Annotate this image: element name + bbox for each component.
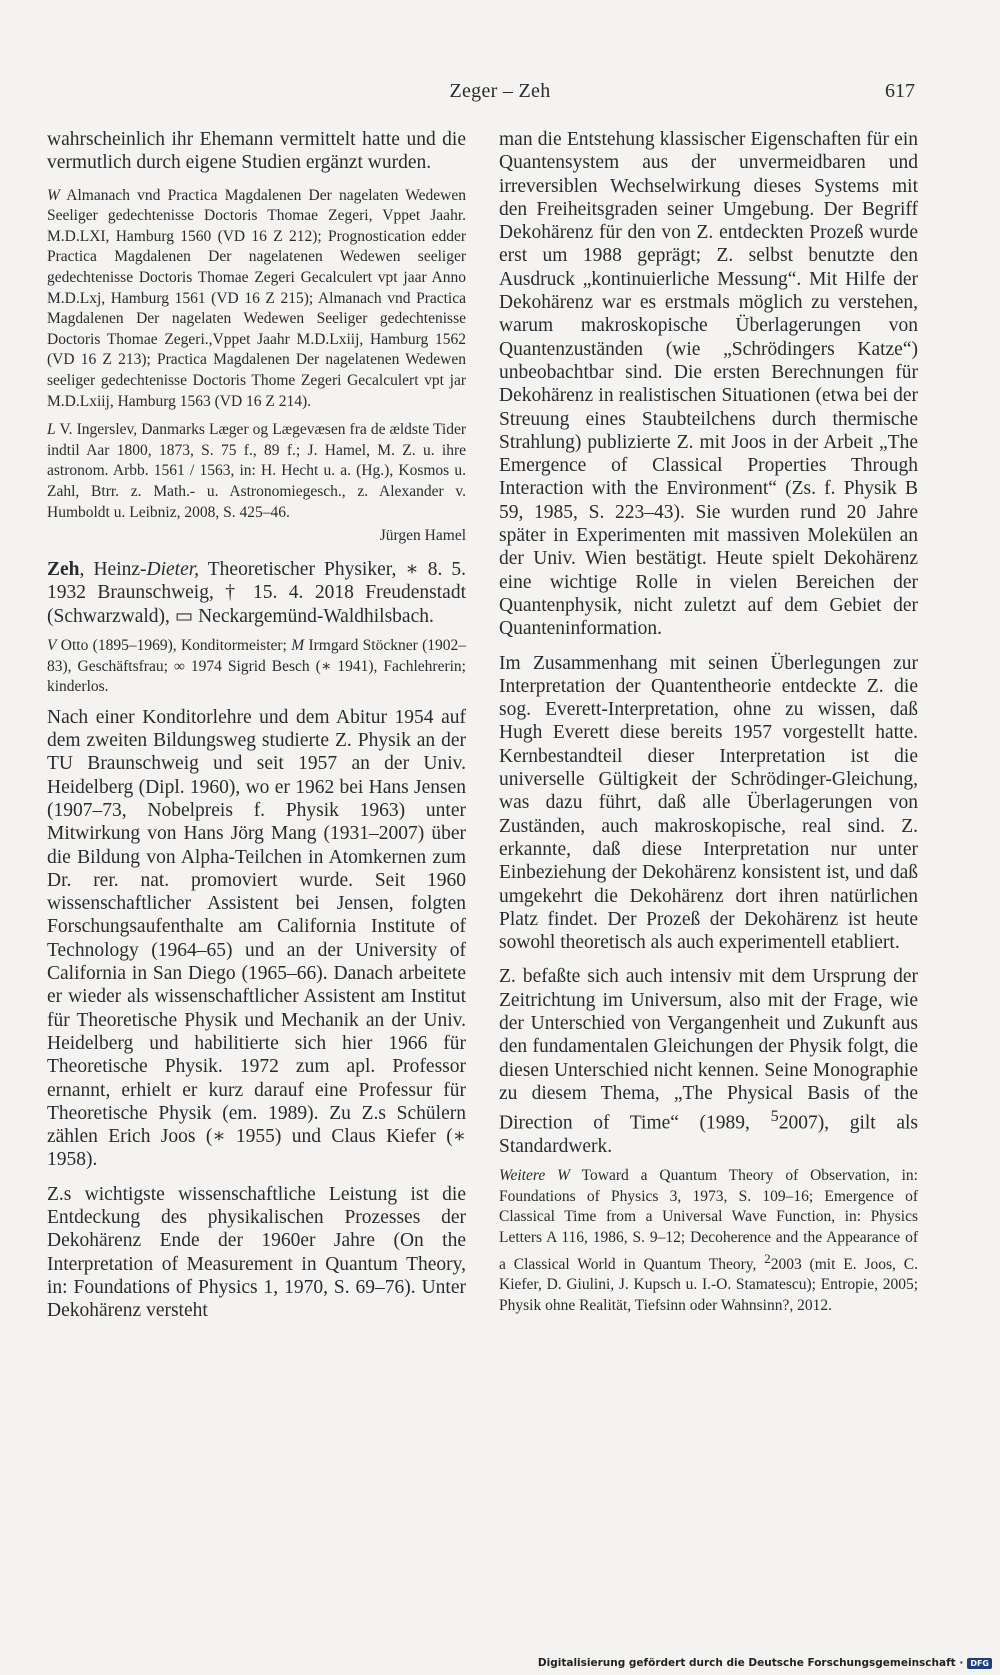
para5-superscript: 5 — [770, 1107, 779, 1126]
family-m-text: Irmgard Stöckner (1902–83), Geschäftsfrau; ∞ 1974 Sigrid Besch (∗ 1941), Fachlehrerin; kinderlos. — [47, 636, 467, 696]
footer-text: Digitalisierung gefördert durch die Deutsche Forschungsgemeinschaft · — [537, 1657, 964, 1669]
family-info — [47, 636, 466, 698]
family-v-text: Otto (1895–1969), Konditormeister; — [60, 636, 287, 654]
works-text: Almanach vnd Practica Magdalenen Der nagelaten Wedewen Seeliger gedechtenisse Doctoris Thomae Zegeri, Vppet Jaahr. M.D.LXI, Hamburg 1560 (VD 16 Z 212); Prognostication edder Practica Magdalenen Der nagelatenen Wedewen seeliger gedechtenisse Doctoris Thomae Zegeri Gecalculert vpt jaar Anno M.D.Lxj, Hamburg 1561 (VD 16 Z 215); Almanach vnd Practica Magdalenen Der nagelaten Wedewen Seeliger gedechtenisse Doctoris Thomae Zegeri.,Vppet Jaahr M.D.Lxiij, Hamburg 1562 (VD 16 Z 213); Practica Magdalenen Der nagelatenen Wedewen seeliger gedechtenisse Doctoris Thome Zegeri Gecalculert vpt jar M.D.Lxiij, Hamburg 1563 (VD 16 Z 214). — [47, 186, 466, 410]
entry-heading: Zeh, Heinz-Dieter, Theoretischer Physiker, ∗ 8. 5. 1932 Braunschweig, † 15. 4. 2018 Freudenstadt (Schwarzwald), ▭ Neckargemünd-Waldhilsbach. — [47, 559, 466, 627]
left-column — [47, 128, 466, 1322]
further-works-list — [499, 1166, 918, 1316]
family-m-label: M — [291, 636, 305, 654]
entry-name: Zeh — [47, 559, 80, 581]
entry-details: Theoretischer Physiker, ∗ 8. 5. 1932 Braunschweig, † 15. 4. 2018 Freudenstadt (Schwarzwald), ▭ Neckargemünd-Waldhilsbach. — [47, 559, 466, 627]
para5-text-b: 2007), gilt als Standardwerk. — [499, 1112, 918, 1157]
further-works-superscript: 2 — [764, 1250, 771, 1266]
digitization-footer — [538, 1657, 992, 1669]
literature-list — [47, 420, 466, 523]
further-works-text-a: Toward a Quantum Theory of Observation, in: Foundations of Physics 3, 1973, S. 109–16; Emergence of Classical Time from a Universal Wave Function, in: Physics Letters A 116, 1986, S. 9–12; Decoherence and the Appearance of a Classical World in Quantum Theory, — [499, 1167, 918, 1273]
intro-paragraph: wahrscheinlich ihr Ehemann vermittelt hatte und die vermutlich durch eigene Studien ergänzt wurden. — [47, 129, 466, 174]
author-signature: Jürgen Hamel — [379, 527, 466, 545]
biography-paragraph-3: man die Entstehung klassischer Eigenschaften für ein Quantensystem aus der unvermeidbaren und irreversiblen Wechselwirkung dieses Systems mit den Freiheitsgraden seiner Umgebung. Der Begriff Dekohärenz für den von Z. entdeckten Prozeß wurde erst um 1988 geprägt; Z. selbst benutzte den Ausdruck „kontinuierliche Messung“. Mit Hilfe der Dekohärenz war es erstmals möglich zu verstehen, warum makroskopische Überlagerungen von Quantenzuständen (wie „Schrödingers Katze“) unbeobachtbar sind. Die ersten Berechnungen für Dekohärenz in realistischen Situationen (etwa bei der Streuung eines Staubteilchens durch thermische Strahlung) publizierte Z. mit Joos in der Arbeit „The Emergence of Classical Properties Through Interaction with the Environment“ (Zs. f. Physik B 59, 1985, S. 223–43). Sie wurden rund 20 Jahre später in Experimenten mit massiven Molekülen an der Univ. Wien bestätigt. Heute spielt Dekohärenz eine wichtige Rolle in vielen Bereichen der Quantenphysik, nicht zuletzt auf dem Gebiet der Quanteninformation. — [499, 129, 918, 640]
page-number: 617 — [885, 80, 915, 102]
further-works-label: Weitere W — [499, 1167, 570, 1185]
biography-paragraph-4: Im Zusammenhang mit seinen Überlegungen zur Interpretation der Quantentheorie entdeckte Z. die sog. Everett-Interpretation, ohne zu wissen, daß Hugh Everett diese bereits 1957 vorgestellt hatte. Kernbestandteil dieser Interpretation ist die universelle Gültigkeit der Schrödinger-Gleichung, was dazu führt, daß alle Überlagerungen von Zuständen, auch makroskopische, real sind. Z. erkannte, daß diese Interpretation nur unter Einbeziehung der Dekohärenz konsistent ist, und daß umgekehrt die Dekohärenz dort ihren natürlichen Platz findet. Der Prozeß der Dekohärenz ist heute sowohl theoretisch als auch experimentell etabliert. — [499, 652, 918, 954]
entry-given-plain: Heinz- — [93, 559, 147, 581]
literature-label: L — [47, 421, 56, 439]
works-label: W — [47, 186, 60, 204]
literature-text: V. Ingerslev, Danmarks Læger og Lægevæsen fra de ældste Tider indtil Aar 1800, 1873, S. 75 f., 89 f.; J. Hamel, M. Z. u. ihre astronom. Arbb. 1561 / 1563, in: H. Hecht u. a. (Hg.), Kosmos u. Zahl, Btrr. z. Math.- u. Astronomiegesch., z. Alexander v. Humboldt u. Leibniz, 2008, S. 425–46. — [47, 421, 466, 521]
right-column — [499, 128, 918, 1317]
entry-given-italic: Dieter, — [146, 559, 200, 581]
biography-paragraph-5 — [499, 965, 918, 1158]
biography-paragraph-2: Z.s wichtigste wissenschaftliche Leistung ist die Entdeckung des physikalischen Prozesses der Dekohärenz Ende der 1960er Jahre (On the Interpretation of Measurement in Quantum Theory, in: Foundations of Physics 1, 1970, S. 69–76). Unter Dekohärenz versteht — [47, 1183, 466, 1322]
dfg-logo-icon: DFG — [967, 1658, 992, 1669]
biography-paragraph-1: Nach einer Konditorlehre und dem Abitur 1954 auf dem zweiten Bildungsweg studierte Z. Physik an der TU Braunschweig und seit 1957 an der Univ. Heidelberg (Dipl. 1960), wo er 1962 bei Hans Jensen (1907–73, Nobelpreis f. Physik 1963) unter Mitwirkung von Hans Jörg Mang (1931–2007) über die Bildung von Alpha-Teilchen in Atomkernen zum Dr. rer. nat. promoviert wurde. Seit 1960 wissenschaftlicher Assistent bei Jensen, folgten Forschungsaufenthalte am California Institute of Technology (1964–65) und an der University of California in San Diego (1965–66). Danach arbeitete er wieder als wissenschaftlicher Assistent am Institut für Theoretische Physik und Mechanik an der Univ. Heidelberg und habilitierte sich hier 1966 für Theoretische Physik. 1972 zum apl. Professor ernannt, erhielt er kurz darauf eine Professur für Theoretische Physik (em. 1989). Zu Z.s Schülern zählen Erich Joos (∗ 1955) und Claus Kiefer (∗ 1958). — [47, 706, 466, 1171]
works-list — [47, 186, 466, 413]
family-v-label: V — [47, 636, 57, 654]
further-works-text-b: 2003 (mit E. Joos, C. Kiefer, D. Giulini, J. Kupsch u. I.-O. Stamatescu); Entropie, 2005; Physik ohne Realität, Tiefsinn oder Wahnsinn?, 2012. — [499, 1255, 918, 1314]
para5-text-a: Z. befaßte sich auch intensiv mit dem Ursprung der Zeitrichtung im Universum, also mit der Frage, wie der Unterschied von Vergangenheit und Zukunft aus den fundamentalen Gleichungen der Physik folgt, die diesen Unterschied nicht kennen. Seine Monographie zu diesem Thema, „The Physical Basis of the Direction of Time“ (1989, — [499, 966, 918, 1134]
page-header-title: Zeger – Zeh — [449, 80, 551, 102]
